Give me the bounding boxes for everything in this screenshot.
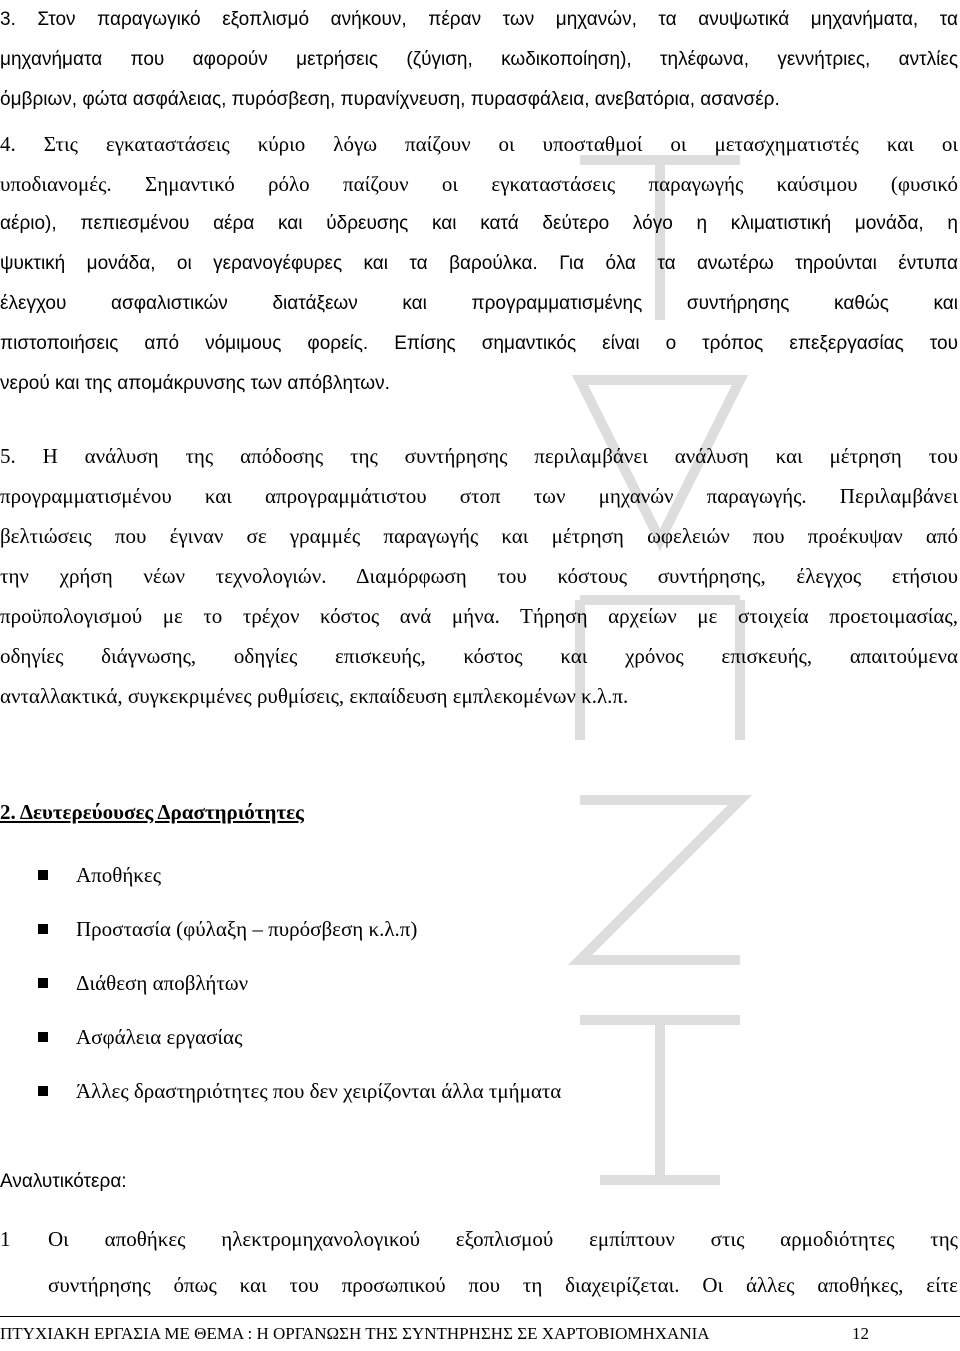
text-line: συντήρησης όπως και του προσωπικού που τη διαχειρίζεται. Οι άλλες αποθήκες, είτε xyxy=(48,1273,958,1297)
text-line: προϋπολογισμού με το τρέχον κόστος ανά μήνα. Τήρηση αρχείων με στοιχεία προετοιμασίας, xyxy=(0,604,958,628)
paragraph-3 xyxy=(0,0,958,120)
paragraph-5 xyxy=(0,436,958,716)
text-line: έλεγχου ασφαλιστικών διατάξεων και προγραμματισμένης συντήρησης καθώς και xyxy=(0,293,958,314)
text-line: όμβριων, φώτα ασφάλειας, πυρόσβεση, πυρανίχνευση, πυρασφάλεια, ανεβατόρια, ασανσέρ. xyxy=(0,89,780,110)
list-item: Αποθήκες xyxy=(38,848,561,902)
text-line: προγραμματισμένου και απρογραμμάτιστου στοπ των μηχανών παραγωγής. Περιλαμβάνει xyxy=(0,484,958,508)
text-line: οδηγίες διάγνωσης, οδηγίες επισκευής, κόστος και χρόνος επισκευής, απαιτούμενα xyxy=(0,644,958,668)
list-item: Διάθεση αποβλήτων xyxy=(38,956,561,1010)
subheading-analytika: Αναλυτικότερα: xyxy=(0,1171,127,1192)
footer-title: ΠΤΥΧΙΑΚΗ ΕΡΓΑΣΙΑ ΜΕ ΘΕΜΑ : Η ΟΡΓΑΝΩΣΗ ΤΗΣ ΣΥΝΤΗΡΗΣΗΣ ΣΕ ΧΑΡΤΟΒΙΟΜΗΧΑΝΙΑ xyxy=(0,1324,710,1343)
text-line: υποδιανομές. Σημαντικό ρόλο παίζουν οι εγκαταστάσεις παραγωγής καύσιμου (φυσικό xyxy=(0,172,958,196)
item-number: 1 xyxy=(0,1227,11,1251)
list-item: Άλλες δραστηριότητες που δεν χειρίζονται άλλα τμήματα xyxy=(38,1064,561,1118)
text-line: νερού και της απομάκρυνσης των απόβλητων. xyxy=(0,373,390,394)
text-line: την χρήση νέων τεχνολογιών. Διαμόρφωση του κόστους συντήρησης, έλεγχος ετήσιου xyxy=(0,564,958,588)
text-line: αέριο), πεπιεσμένου αέρα και ύδρευσης και κατά δεύτερο λόγο η κλιματιστική μονάδα, η xyxy=(0,213,958,234)
section-heading: 2. Δευτερεύουσες Δραστηριότητες xyxy=(0,800,304,824)
text-line: 3. Στον παραγωγικό εξοπλισμό ανήκουν, πέραν των μηχανών, τα ανυψωτικά μηχανήματα, τα xyxy=(0,9,958,30)
text-line: μηχανήματα που αφορούν μετρήσεις (ζύγιση, κωδικοποίηση), τηλέφωνα, γεννήτριες, αντλίες xyxy=(0,49,958,70)
square-bullet-icon xyxy=(38,1086,48,1096)
text-line: πιστοποιήσεις από νόμιμους φορείς. Επίσης σημαντικός είναι ο τρόπος επεξεργασίας του xyxy=(0,333,958,354)
text-line: 4. Στις εγκαταστάσεις κύριο λόγω παίζουν οι υποσταθμοί οι μετασχηματιστές και οι xyxy=(0,132,958,156)
square-bullet-icon xyxy=(38,978,48,988)
page-number: 12 xyxy=(852,1324,869,1343)
paragraph-4 xyxy=(0,124,958,404)
list-item: Ασφάλεια εργασίας xyxy=(38,1010,561,1064)
text-line: ψυκτική μονάδα, οι γερανογέφυρες και τα βαρούλκα. Για όλα τα ανωτέρω τηρούνται έντυπα xyxy=(0,253,958,274)
text-line: Οι αποθήκες ηλεκτρομηχανολογικού εξοπλισμού εμπίπτουν στις αρμοδιότητες της xyxy=(48,1227,958,1251)
square-bullet-icon xyxy=(38,870,48,880)
square-bullet-icon xyxy=(38,1032,48,1042)
text-line: ανταλλακτικά, συγκεκριμένες ρυθμίσεις, εκπαίδευση εμπλεκομένων κ.λ.π. xyxy=(0,684,629,708)
text-line: βελτιώσεις που έγιναν σε γραμμές παραγωγής και μέτρηση ωφελειών που προέκυψαν από xyxy=(0,524,958,548)
page-footer xyxy=(0,1316,960,1345)
list-item: Προστασία (φύλαξη – πυρόσβεση κ.λ.π) xyxy=(38,902,561,956)
bullet-list xyxy=(38,848,561,1118)
text-line: 5. Η ανάλυση της απόδοσης της συντήρησης περιλαμβάνει ανάλυση και μέτρηση του xyxy=(0,444,958,468)
square-bullet-icon xyxy=(38,924,48,934)
